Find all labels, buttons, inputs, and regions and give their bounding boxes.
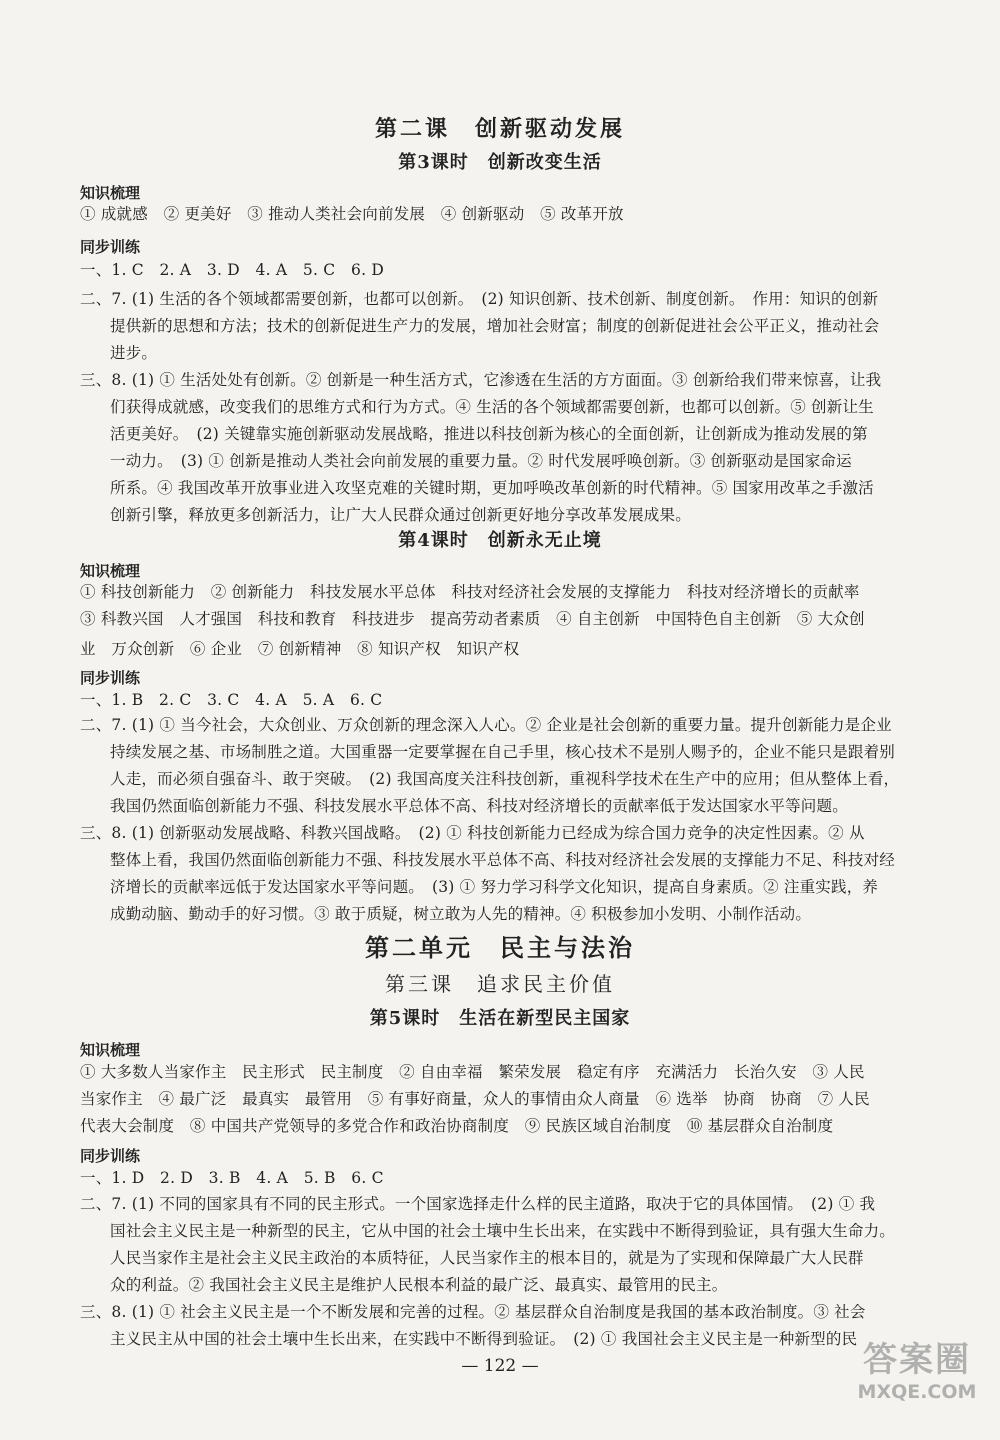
section-label-practice: 同步训练 bbox=[80, 238, 141, 256]
text-line: 济增长的贡献率远低于发达国家水平等问题。 (3) ① 努力学习科学文化知识，提高自身素质。② 注重实践，养 bbox=[110, 878, 879, 896]
text-line: 一、1. B 2. C 3. C 4. A 5. A 6. C bbox=[80, 691, 383, 709]
text-line: 一、1. D 2. D 3. B 4. A 5. B 6. C bbox=[80, 1169, 384, 1187]
text-line: ① 科技创新能力 ② 创新能力 科技发展水平总体 科技对经济社会发展的支撑能力 科技对经济增长的贡献率 bbox=[80, 583, 860, 601]
text-line: ① 大多数人当家作主 民主形式 民主制度 ② 自由幸福 繁荣发展 稳定有序 充满活力 长治久安 ③ 人民 bbox=[80, 1063, 865, 1081]
text-line: 所系。④ 我国改革开放事业进入攻坚克难的关键时期，更加呼唤改革创新的时代精神。⑤ 国家用改革之手激活 bbox=[110, 479, 874, 497]
lesson-title: 第三课 追求民主价值 bbox=[385, 972, 615, 996]
text-line: 整体上看，我国仍然面临创新能力不强、科技发展水平总体不高、科技对经济社会发展的支撑能力不足、科技对经 bbox=[110, 851, 896, 869]
period-title: 第3课时 创新改变生活 bbox=[398, 152, 602, 173]
text-line: 创新引擎，释放更多创新活力，让广大人民群众通过创新更好地分享改革发展成果。 bbox=[110, 506, 691, 524]
text-line: 们获得成就感，改变我们的思维方式和行为方式。④ 生活的各个领域都需要创新，也都可以创新。⑤ 创新让生 bbox=[110, 398, 874, 416]
section-label-practice: 同步训练 bbox=[80, 1147, 141, 1165]
text-line: 活更美好。 (2) 关键靠实施创新驱动发展战略，推进以科技创新为核心的全面创新，让创新成为推动发展的第 bbox=[110, 425, 868, 443]
text-line: ① 成就感 ② 更美好 ③ 推动人类社会向前发展 ④ 创新驱动 ⑤ 改革开放 bbox=[80, 205, 624, 223]
lesson-title: 第二课 创新驱动发展 bbox=[374, 116, 625, 142]
watermark-cn: 答案圈 bbox=[863, 1340, 971, 1380]
text-line: 人民当家作主是社会主义民主政治的本质特征，人民当家作主的根本目的，就是为了实现和保障最广大人民群 bbox=[110, 1249, 864, 1267]
text-line: 代表大会制度 ⑧ 中国共产党领导的多党合作和政治协商制度 ⑨ 民族区域自治制度 ⑩ 基层群众自治制度 bbox=[80, 1117, 834, 1135]
text-line: 人走，而必须自强奋斗、敢于突破。 (2) 我国高度关注科技创新，重视科学技术在生产中的应用；但从整体上看， bbox=[110, 770, 900, 788]
text-line: 三、8. (1) ① 生活处处有创新。② 创新是一种生活方式，它渗透在生活的方方面面。③ 创新给我们带来惊喜，让我 bbox=[80, 371, 882, 389]
text-line: 成勤动脑、勤动手的好习惯。③ 敢于质疑，树立敢为人先的精神。④ 积极参加小发明、小制作活动。 bbox=[110, 905, 812, 923]
text-line: 一、1. C 2. A 3. D 4. A 5. C 6. D bbox=[80, 261, 384, 279]
section-label-knowledge: 知识梳理 bbox=[80, 1041, 141, 1059]
text-line: 主义民主从中国的社会土壤中生长出来，在实践中不断得到验证。 (2) ① 我国社会主义民主是一种新型的民 bbox=[110, 1330, 858, 1348]
text-line: 业 万众创新 ⑥ 企业 ⑦ 创新精神 ⑧ 知识产权 知识产权 bbox=[80, 640, 520, 658]
section-label-practice: 同步训练 bbox=[80, 669, 141, 687]
text-line: 三、8. (1) ① 社会主义民主是一个不断发展和完善的过程。② 基层群众自治制度是我国的基本政治制度。③ 社会 bbox=[80, 1303, 866, 1321]
section-label-knowledge: 知识梳理 bbox=[80, 562, 141, 580]
unit-title: 第二单元 民主与法治 bbox=[365, 933, 635, 962]
text-line: 三、8. (1) 创新驱动发展战略、科教兴国战略。 (2) ① 科技创新能力已经成为综合国力竞争的决定性因素。② 从 bbox=[80, 824, 865, 842]
text-line: 一动力。 (3) ① 创新是推动人类社会向前发展的重要力量。② 时代发展呼唤创新。③ 创新驱动是国家命运 bbox=[110, 452, 852, 470]
period-title: 第4课时 创新永无止境 bbox=[398, 530, 602, 551]
text-line: 国社会主义民主是一种新型的民主，它从中国的社会土壤中生长出来，在实践中不断得到验证，具有强大生命力。 bbox=[110, 1222, 896, 1240]
text-line: 二、7. (1) 生活的各个领域都需要创新，也都可以创新。 (2) 知识创新、技术创新、制度创新。 作用：知识的创新 bbox=[80, 290, 879, 308]
section-label-knowledge: 知识梳理 bbox=[80, 184, 141, 202]
text-line: 我国仍然面临创新能力不强、科技发展水平总体不高、科技对经济增长的贡献率低于发达国家水平等问题。 bbox=[110, 797, 848, 815]
text-line: 二、7. (1) 不同的国家具有不同的民主形式。一个国家选择走什么样的民主道路，取决于它的具体国情。 (2) ① 我 bbox=[80, 1195, 876, 1213]
text-line: 当家作主 ④ 最广泛 最真实 最管用 ⑤ 有事好商量，众人的事情由众人商量 ⑥ 选举 协商 协商 ⑦ 人民 bbox=[80, 1090, 870, 1108]
text-line: 提供新的思想和方法；技术的创新促进生产力的发展，增加社会财富；制度的创新促进社会公平正义，推动社会 bbox=[110, 317, 880, 335]
page-number: — 122 — bbox=[461, 1356, 539, 1376]
text-line: 进步。 bbox=[110, 344, 158, 362]
period-title: 第5课时 生活在新型民主国家 bbox=[369, 1008, 631, 1029]
watermark-en: MXQE.COM bbox=[857, 1381, 977, 1403]
text-line: 持续发展之基、市场制胜之道。大国重器一定要掌握在自己手里，核心技术不是别人赐予的，企业不能只是跟着别 bbox=[110, 743, 896, 761]
text-line: 众的利益。② 我国社会主义民主是维护人民根本利益的最广泛、最真实、最管用的民主。 bbox=[110, 1276, 728, 1294]
text-line: ③ 科教兴国 人才强国 科技和教育 科技进步 提高劳动者素质 ④ 自主创新 中国特色自主创新 ⑤ 大众创 bbox=[80, 610, 865, 628]
watermark-logo bbox=[852, 1332, 982, 1412]
text-line: 二、7. (1) ① 当今社会，大众创业、万众创新的理念深入人心。② 企业是社会创新的重要力量。提升创新能力是企业 bbox=[80, 716, 892, 734]
